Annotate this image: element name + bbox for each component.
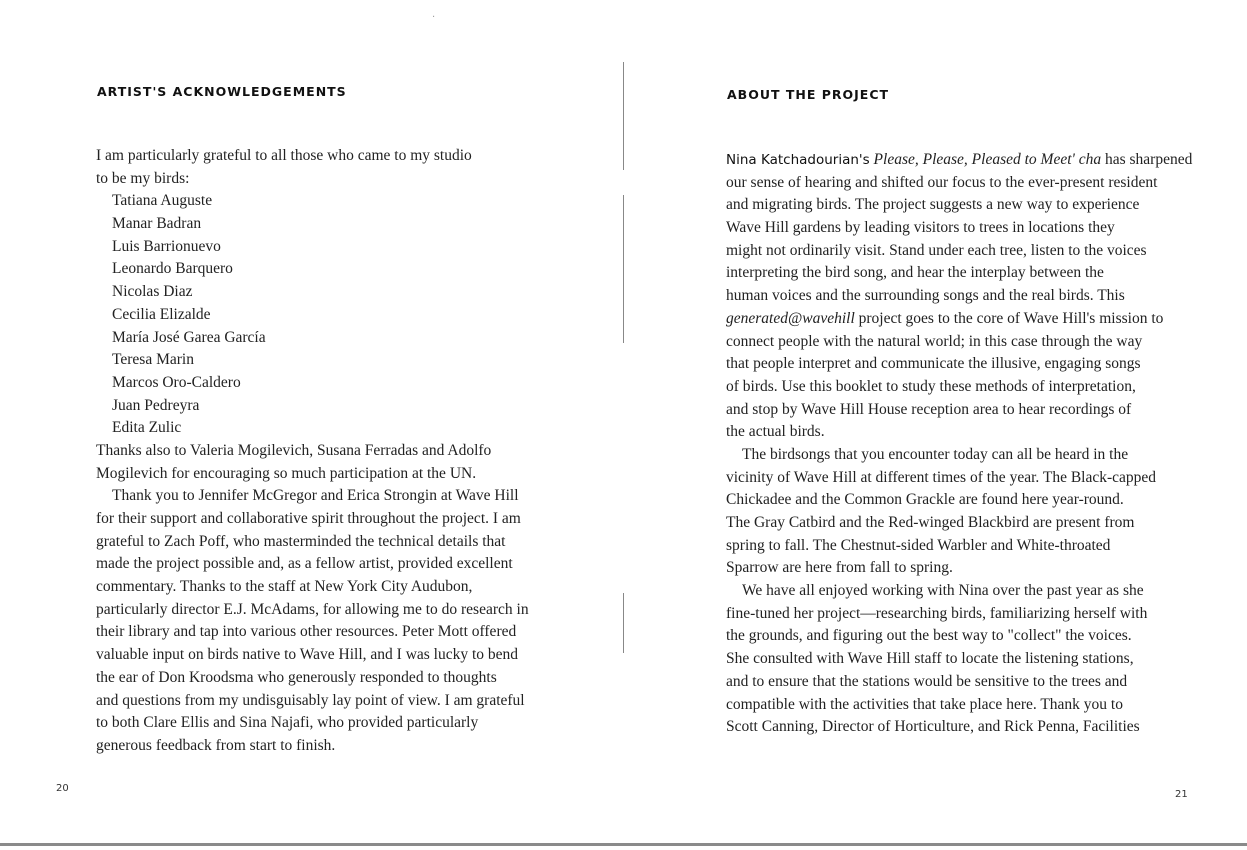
text-line: We have all enjoyed working with Nina over the past year as she	[742, 582, 1144, 600]
text-line: particularly director E.J. McAdams, for allowing me to do research in	[96, 600, 529, 618]
name-item: Manar Badran	[112, 215, 202, 233]
text-line: grateful to Zach Poff, who masterminded the technical details that	[96, 532, 506, 550]
name-item: Teresa Marin	[112, 351, 194, 369]
page-number: 21	[1175, 789, 1188, 800]
text-line: valuable input on birds native to Wave Hill, and I was lucky to bend	[96, 646, 519, 664]
text-line: She consulted with Wave Hill staff to locate the listening stations,	[726, 650, 1134, 668]
text-line: and to ensure that the stations would be sensitive to the trees and	[726, 672, 1128, 690]
text-line: their library and tap into various other resources. Peter Mott offered	[96, 623, 517, 641]
program-name: generated@wavehill	[726, 309, 855, 327]
name-item: Leonardo Barquero	[112, 260, 233, 278]
text-line: The birdsongs that you encounter today can all be heard in the	[742, 445, 1129, 463]
about-project-body	[726, 149, 1196, 739]
text-line: generous feedback from start to finish.	[96, 736, 336, 754]
text-line: Wave Hill gardens by leading visitors to trees in locations they	[726, 219, 1115, 237]
name-item: Tatiana Auguste	[112, 192, 213, 210]
text-line: Mogilevich for encouraging so much participation at the UN.	[96, 464, 477, 482]
text-line: compatible with the activities that take place here. Thank you to	[726, 695, 1123, 713]
left-page-heading: ARTIST'S ACKNOWLEDGEMENTS	[97, 84, 347, 99]
text-line	[726, 308, 1196, 331]
right-page-heading: ABOUT THE PROJECT	[727, 87, 890, 102]
scan-speck: ·	[432, 12, 436, 23]
working-with-nina-paragraph	[726, 580, 1196, 739]
text-line: made the project possible and, as a fellow artist, provided excellent	[96, 555, 513, 573]
name-item: Marcos Oro-Caldero	[112, 373, 241, 391]
text-line: of birds. Use this booklet to study these methods of interpretation,	[726, 377, 1136, 395]
text-line: fine-tuned her project—researching birds, familiarizing herself with	[726, 604, 1148, 622]
birds-name-list	[96, 190, 566, 440]
text-line: The Gray Catbird and the Red-winged Blackbird are present from	[726, 514, 1135, 531]
text-line: the grounds, and figuring out the best way to "collect" the voices.	[726, 627, 1132, 645]
text-line: might not ordinarily visit. Stand under each tree, listen to the voices	[726, 241, 1147, 259]
gutter-fold-line	[623, 593, 624, 653]
name-item: María José Garea García	[112, 328, 266, 346]
text-line: spring to fall. The Chestnut-sided Warbler and White-throated	[726, 536, 1111, 554]
text-line: Sparrow are here from fall to spring.	[726, 559, 953, 577]
text-line: human voices and the surrounding songs and the real birds. This	[726, 287, 1125, 305]
text-line: for their support and collaborative spirit throughout the project. I am	[96, 510, 521, 527]
page-bottom-edge	[0, 843, 1247, 846]
artist-name: Nina Katchadourian's	[726, 152, 870, 168]
text-line: and questions from my undisguisably lay point of view. I am grateful	[96, 691, 525, 709]
text-line	[726, 149, 1196, 172]
text-line: to be my birds:	[96, 169, 190, 187]
text-line: vicinity of Wave Hill at different times of the year. The Black-capped	[726, 468, 1157, 486]
text-line: commentary. Thanks to the staff at New York City Audubon,	[96, 578, 473, 596]
gutter-fold-line	[623, 195, 624, 343]
text-line: our sense of hearing and shifted our focus to the ever-present resident	[726, 173, 1158, 191]
acknowledgements-body	[96, 145, 566, 758]
gutter-fold-line	[623, 62, 624, 170]
text-fragment: project goes to the core of Wave Hill's mission to	[858, 309, 1164, 327]
text-line: connect people with the natural world; in this case through the way	[726, 332, 1143, 350]
text-line: Thanks also to Valeria Mogilevich, Susana Ferradas and Adolfo	[96, 441, 492, 459]
text-fragment: has sharpened	[1104, 151, 1193, 168]
text-line: Chickadee and the Common Grackle are found here year-round.	[726, 491, 1124, 509]
text-line: interpreting the bird song, and hear the interplay between the	[726, 264, 1104, 282]
text-line: to both Clare Ellis and Sina Najafi, who provided particularly	[96, 714, 479, 732]
birdsongs-paragraph	[726, 444, 1196, 580]
text-line: I am particularly grateful to all those who came to my studio	[96, 147, 472, 164]
text-line: that people interpret and communicate the illusive, engaging songs	[726, 355, 1141, 373]
text-line: Scott Canning, Director of Horticulture, and Rick Penna, Facilities	[726, 718, 1140, 736]
name-item: Luis Barrionuevo	[112, 237, 221, 255]
text-line: and migrating birds. The project suggests a new way to experience	[726, 196, 1140, 214]
name-item: Nicolas Diaz	[112, 283, 193, 301]
name-item: Cecilia Elizalde	[112, 305, 211, 323]
name-item: Edita Zulic	[112, 419, 182, 437]
name-item: Juan Pedreyra	[112, 396, 200, 414]
artwork-title: Please, Please, Pleased to Meet' cha	[873, 151, 1102, 168]
text-line: the actual birds.	[726, 423, 825, 441]
text-line: the ear of Don Kroodsma who generously responded to thoughts	[96, 668, 497, 686]
text-line: Thank you to Jennifer McGregor and Erica Strongin at Wave Hill	[112, 487, 519, 505]
intro-paragraph	[726, 149, 1196, 444]
page-number: 20	[56, 783, 69, 794]
text-line: and stop by Wave Hill House reception area to hear recordings of	[726, 400, 1132, 418]
thank-you-paragraph	[96, 485, 566, 757]
